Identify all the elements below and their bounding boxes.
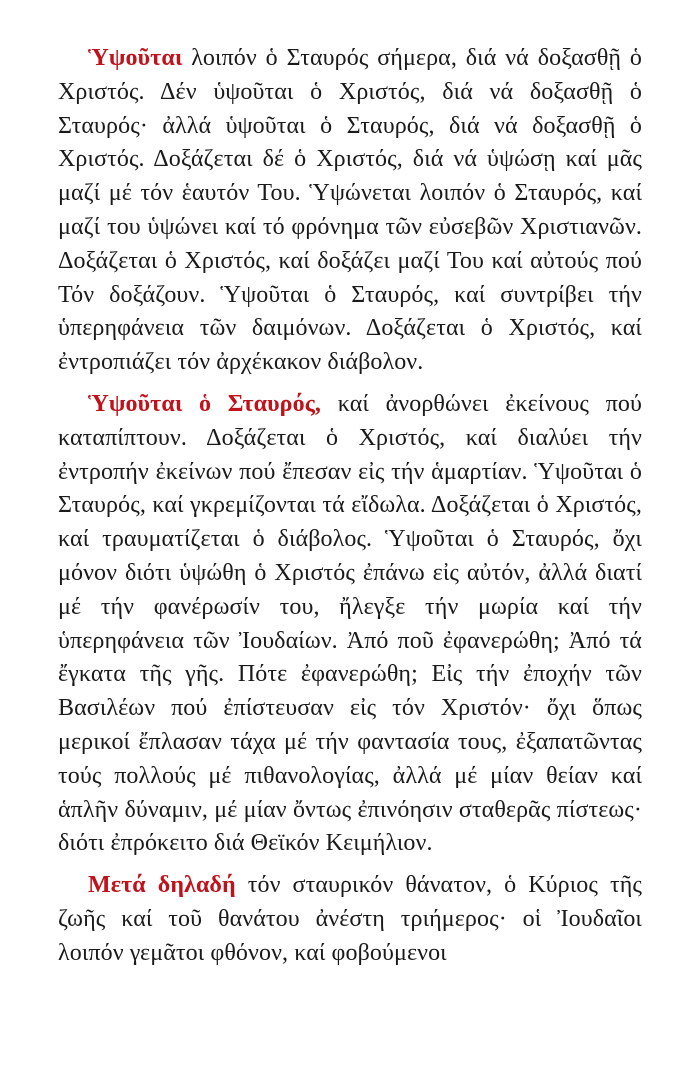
paragraph-1-lead: Ὑψοῦται — [88, 45, 183, 71]
paragraph-1 — [58, 42, 642, 380]
text-block — [58, 42, 642, 971]
paragraph-2 — [58, 388, 642, 861]
paragraph-3 — [58, 869, 642, 970]
paragraph-3-lead: Μετά δηλαδή — [88, 872, 236, 899]
paragraph-1-body: λοιπόν ὁ Σταυρός σήμερα, διά νά δοξασθῇ ὁ Χριστός. Δέν ὑψοῦται ὁ Χριστός, διά νά δοξασθῇ ὁ Σταυρός· ἀλλά ὑψοῦται ὁ Σταυρός, διά νά δοξασθῇ ὁ Χριστός. Δοξάζεται δέ ὁ Χριστός, διά νά ὑψώσῃ καί μᾶς μαζί μέ τόν ἑαυτόν Του. Ὑψώνεται λοιπόν ὁ Σταυρός, καί μαζί του ὑψώνει καί τό φρόνημα τῶν εὐσεβῶν Χριστιανῶν. Δοξάζεται ὁ Χριστός, καί δοξάζει μαζί Του καί αὐτούς πού Τόν δοξάζουν. Ὑψοῦται ὁ Σταυρός, καί συντρίβει τήν ὑπερηφάνεια τῶν δαιμόνων. Δοξάζεται ὁ Χριστός, καί ἐντροπιάζει τόν ἀρχέκακον διάβολον. — [58, 45, 642, 376]
paragraph-3-body: τόν σταυρικόν θάνατον, ὁ Κύριος τῆς ζωῆς καί τοῦ θανάτου ἀνέστη τριήμερος· οἱ Ἰουδαῖοι λοιπόν γεμᾶτοι φθόνον, καί φοβούμενοι — [58, 872, 642, 966]
paragraph-2-body: καί ἀνορθώνει ἐκείνους πού καταπίπτουν. Δοξάζεται ὁ Χριστός, καί διαλύει τήν ἐντροπήν ἐκείνων πού ἔπεσαν εἰς τήν ἁμαρτίαν. Ὑψοῦται ὁ Σταυρός, καί γκρεμίζονται τά εἴδωλα. Δοξάζεται ὁ Χριστός, καί τραυματίζεται ὁ διάβολος. Ὑψοῦται ὁ Σταυρός, ὄχι μόνον διότι ὑψώθη ὁ Χριστός ἐπάνω εἰς αὐτόν, ἀλλά διατί μέ τήν φανέρωσίν του, ἤλεγξε τήν μωρία καί τήν ὑπερηφάνεια τῶν Ἰουδαίων. Ἀπό ποῦ ἐφανερώθη; Ἀπό τά ἔγκατα τῆς γῆς. Πότε ἐφανερώθη; Εἰς τήν ἐποχήν τῶν Βασιλέων πού ἐπίστευσαν εἰς τόν Χριστόν· ὄχι ὅπως μερικοί ἔπλασαν τάχα μέ τήν φαντασία τους, ἐξαπατῶντας τούς πολλούς μέ πιθανολογίας, ἀλλά μέ μίαν θείαν καί ἁπλῆν δύναμιν, μέ μίαν ὄντως ἐπινόησιν σταθερᾶς πίστεως· διότι ἐπρόκειτο διά Θεϊκόν Κειμήλιον. — [58, 390, 642, 857]
paragraph-2-lead: Ὑψοῦται ὁ Σταυρός, — [88, 390, 322, 417]
